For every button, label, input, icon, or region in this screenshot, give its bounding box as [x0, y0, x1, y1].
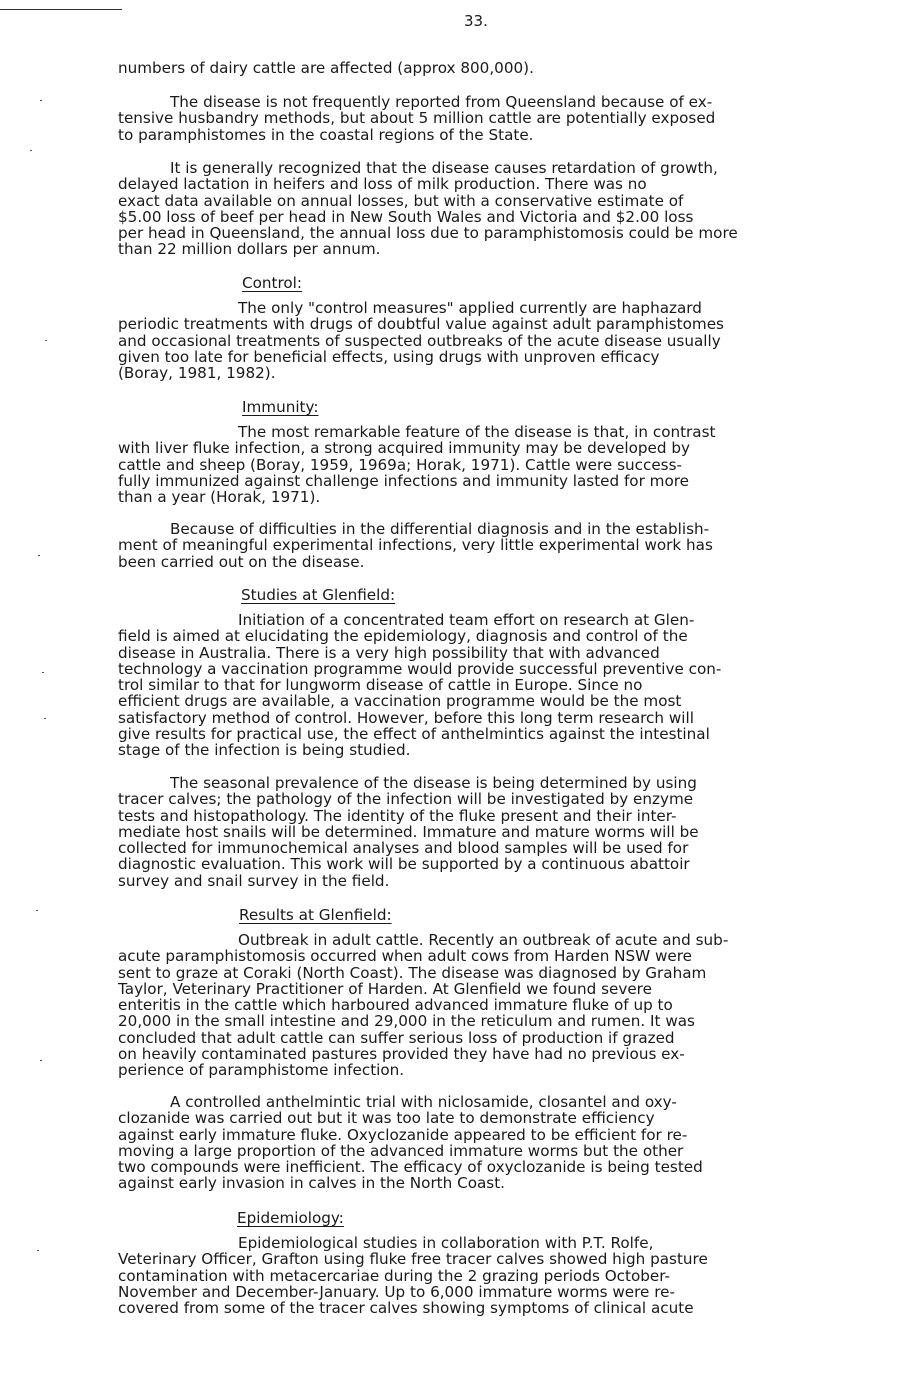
scan-speck [30, 150, 32, 151]
paragraph [118, 1235, 853, 1316]
scan-speck [36, 910, 38, 911]
text-line: The seasonal prevalence of the disease is being determined by using [170, 774, 697, 792]
text-line: field is aimed at elucidating the epidemiology, diagnosis and control of the [118, 627, 688, 646]
section-heading: Control: [242, 274, 303, 292]
text-line: give results for practical use, the effect of anthelmintics against the intestinal [118, 725, 710, 744]
text-line: The disease is not frequently reported from Queensland because of ex- [170, 93, 713, 111]
page-number: 33. [464, 12, 488, 30]
text-line: disease in Australia. There is a very high possibility that with advanced [118, 643, 660, 662]
text-line: satisfactory method of control. However, before this long term research will [118, 708, 694, 727]
text-line: Outbreak in adult cattle. Recently an outbreak of acute and sub- [238, 931, 729, 949]
text-line: efficient drugs are available, a vaccination programme would be the most [118, 692, 682, 711]
text-line: perience of paramphistome infection. [118, 1061, 405, 1080]
text-line: and occasional treatments of suspected outbreaks of the acute disease usually [118, 331, 721, 350]
scan-speck [38, 555, 40, 556]
text-line: Epidemiological studies in collaboration with P.T. Rolfe, [238, 1234, 654, 1252]
text-line: Taylor, Veterinary Practitioner of Harden. At Glenfield we found severe [118, 979, 652, 998]
text-line: stage of the infection is being studied. [118, 741, 411, 760]
text-line: Initiation of a concentrated team effort on research at Glen- [238, 611, 695, 629]
text-line: to paramphistomes in the coastal regions of the State. [118, 125, 534, 144]
text-line: periodic treatments with drugs of doubtful value against adult paramphistomes [118, 315, 724, 334]
section-heading: Studies at Glenfield: [241, 586, 396, 604]
scan-speck [37, 1250, 39, 1251]
text-line: on heavily contaminated pastures provided they have had no previous ex- [118, 1045, 685, 1064]
paragraph [118, 60, 853, 76]
text-line: per head in Queensland, the annual loss due to paramphistomosis could be more [118, 224, 738, 243]
text-line: The only "control measures" applied currently are haphazard [238, 299, 702, 317]
text-line: technology a vaccination programme would provide successful preventive con- [118, 659, 722, 678]
text-line: diagnostic evaluation. This work will be supported by a continuous abattoir [118, 855, 690, 874]
text-line: tensive husbandry methods, but about 5 million cattle are potentially exposed [118, 109, 716, 128]
text-line: with liver fluke infection, a strong acquired immunity may be developed by [118, 439, 690, 458]
text-line: concluded that adult cattle can suffer serious loss of production if grazed [118, 1028, 675, 1047]
scan-speck [45, 340, 47, 341]
text-line: It is generally recognized that the disease causes retardation of growth, [170, 159, 718, 177]
text-line: given too late for beneficial effects, using drugs with unproven efficacy [118, 347, 660, 366]
text-line: contamination with metacercariae during the 2 grazing periods October- [118, 1266, 670, 1285]
text-line: tests and histopathology. The identity of the fluke present and their inter- [118, 806, 677, 825]
paragraph [118, 160, 853, 258]
text-line: exact data available on annual losses, but with a conservative estimate of [118, 191, 684, 210]
text-line: collected for immunochemical analyses and blood samples will be used for [118, 839, 689, 858]
text-line: mediate host snails will be determined. Immature and mature worms will be [118, 822, 699, 841]
text-line: sent to graze at Coraki (North Coast). The disease was diagnosed by Graham [118, 963, 707, 982]
top-rule [0, 9, 122, 10]
text-line: delayed lactation in heifers and loss of milk production. There was no [118, 175, 647, 194]
text-line: clozanide was carried out but it was too late to demonstrate efficiency [118, 1109, 655, 1128]
text-line: (Boray, 1981, 1982). [118, 364, 276, 383]
text-line: ment of meaningful experimental infections, very little experimental work has [118, 536, 713, 555]
scan-speck [40, 1060, 42, 1061]
text-line: than a year (Horak, 1971). [118, 488, 321, 507]
text-line: against early immature fluke. Oxyclozanide appeared to be efficient for re- [118, 1125, 688, 1144]
paragraph [118, 1094, 853, 1192]
paragraph [118, 775, 853, 889]
paragraph [118, 300, 853, 381]
text-line: A controlled anthelmintic trial with niclosamide, closantel and oxy- [170, 1093, 677, 1111]
paragraph [118, 424, 853, 505]
paragraph [118, 521, 853, 570]
text-line: survey and snail survey in the field. [118, 871, 390, 890]
section-heading: Immunity: [242, 398, 319, 416]
text-line: moving a large proportion of the advanced immature worms but the other [118, 1141, 684, 1160]
paragraph [118, 932, 853, 1079]
scan-speck [44, 718, 46, 719]
text-line: Veterinary Officer, Grafton using fluke free tracer calves showed high pasture [118, 1250, 708, 1269]
section-heading: Epidemiology: [237, 1209, 344, 1227]
text-line: been carried out on the disease. [118, 552, 365, 571]
text-line: covered from some of the tracer calves showing symptoms of clinical acute [118, 1299, 694, 1318]
text-line: against early invasion in calves in the North Coast. [118, 1174, 505, 1193]
text-line: cattle and sheep (Boray, 1959, 1969a; Horak, 1971). Cattle were success- [118, 455, 682, 474]
text-line: The most remarkable feature of the disease is that, in contrast [238, 423, 716, 441]
scan-speck [42, 672, 44, 673]
text-line: Because of difficulties in the differential diagnosis and in the establish- [170, 520, 710, 538]
text-line: tracer calves; the pathology of the infection will be investigated by enzyme [118, 790, 694, 809]
paragraph [118, 612, 853, 759]
text-line: enteritis in the cattle which harboured advanced immature fluke of up to [118, 996, 673, 1015]
text-line: fully immunized against challenge infections and immunity lasted for more [118, 471, 690, 490]
text-line: trol similar to that for lungworm disease of cattle in Europe. Since no [118, 676, 643, 695]
text-line: two compounds were inefficient. The efficacy of oxyclozanide is being tested [118, 1158, 703, 1177]
section-heading: Results at Glenfield: [239, 906, 392, 924]
text-line: than 22 million dollars per annum. [118, 240, 381, 259]
text-line: acute paramphistomosis occurred when adult cows from Harden NSW were [118, 947, 693, 966]
text-line: November and December-January. Up to 6,000 immature worms were re- [118, 1282, 675, 1301]
text-line: 20,000 in the small intestine and 29,000 in the reticulum and rumen. It was [118, 1012, 695, 1031]
scan-speck [40, 100, 42, 101]
text-line: numbers of dairy cattle are affected (approx 800,000). [118, 59, 534, 77]
paragraph [118, 94, 853, 143]
text-line: $5.00 loss of beef per head in New South Wales and Victoria and $2.00 loss [118, 207, 694, 226]
